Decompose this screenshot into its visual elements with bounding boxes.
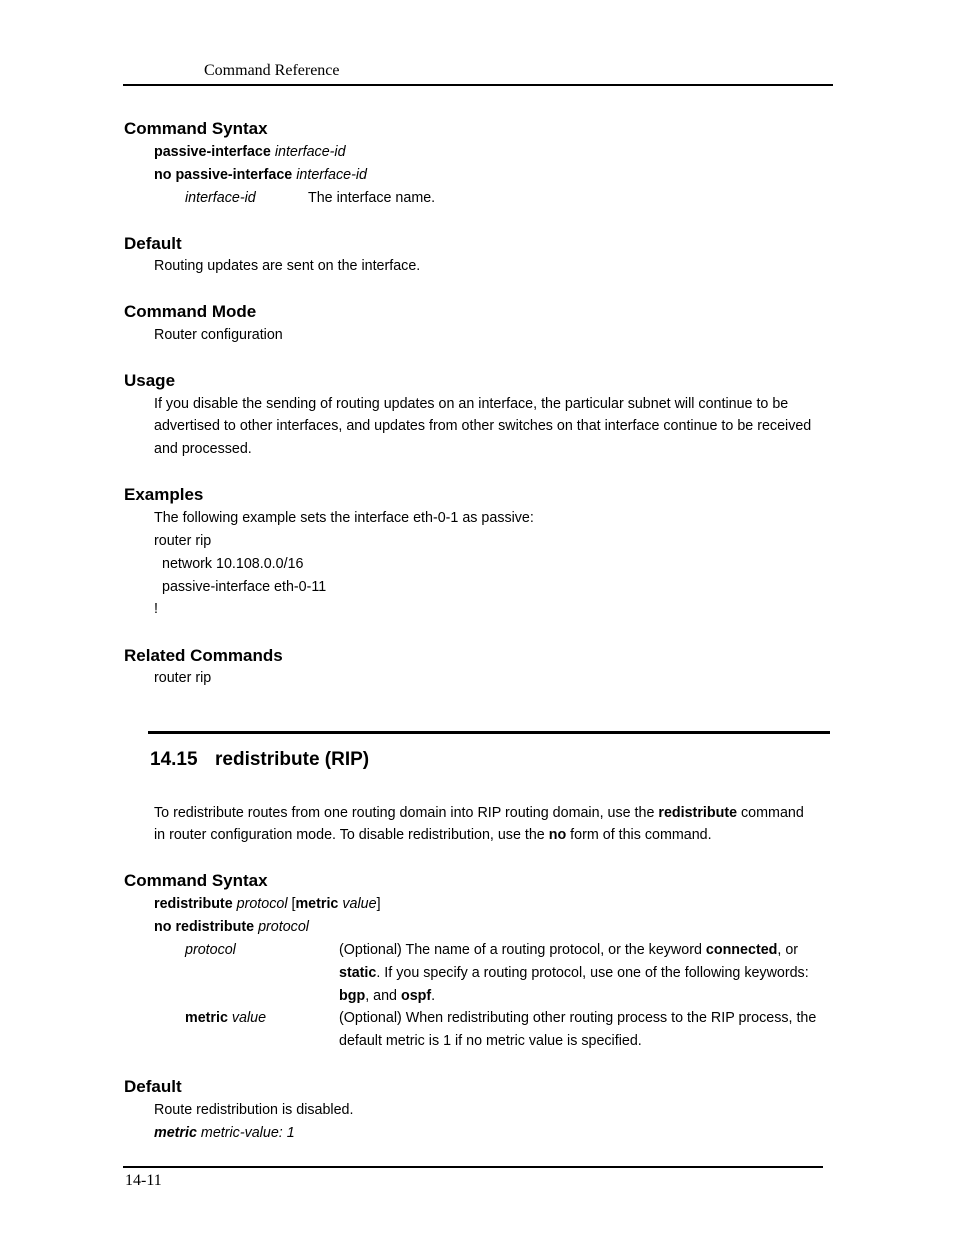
param-desc-line: static. If you specify a routing protocol, use one of the following keywords: (339, 965, 809, 981)
syntax-heading: Command Syntax (124, 119, 268, 138)
syntax-heading: Command Syntax (124, 871, 268, 890)
examples-intro: The following example sets the interface eth-0-1 as passive: (154, 510, 534, 526)
code-line: passive-interface eth-0-11 (162, 579, 327, 595)
header-rule (123, 84, 833, 86)
usage-line: If you disable the sending of routing updates on an interface, the particular subnet will continue to be (154, 396, 789, 412)
param-desc-line: (Optional) The name of a routing protocol, or the keyword connected, or (339, 942, 799, 958)
param-desc-line: default metric is 1 if no metric value is specified. (339, 1033, 642, 1049)
syntax-line-1 (154, 144, 346, 160)
default-heading: Default (124, 1077, 182, 1096)
param-desc-line: bgp, and ospf. (339, 988, 436, 1004)
param-description: The interface name. (308, 190, 436, 206)
syntax-line-2: no redistribute protocol (154, 919, 309, 935)
code-line: network 10.108.0.0/16 (162, 556, 304, 572)
usage-heading: Usage (124, 371, 176, 390)
section-rule (148, 731, 830, 734)
mode-text: Router configuration (154, 327, 283, 343)
mode-heading: Command Mode (124, 302, 257, 321)
related-heading: Related Commands (124, 646, 283, 665)
syntax-line-1: redistribute protocol [metric value] (154, 896, 381, 912)
intro-line-1: To redistribute routes from one routing domain into RIP routing domain, use the redistribute command (154, 805, 804, 821)
syntax-command: passive-interface (154, 144, 271, 160)
section-number: 14.15 (150, 749, 198, 770)
param-name: protocol (185, 942, 236, 958)
default-heading: Default (124, 234, 182, 253)
examples-heading: Examples (124, 485, 204, 504)
default-text: Routing updates are sent on the interface. (154, 258, 421, 274)
page-number: 14-11 (125, 1172, 162, 1189)
param-name: metric value (185, 1010, 267, 1026)
default-metric: metric metric-value: 1 (154, 1125, 295, 1141)
param-desc-line: (Optional) When redistributing other routing process to the RIP process, the (339, 1010, 817, 1026)
syntax-line-2 (154, 167, 367, 183)
syntax-argument: interface-id (274, 144, 346, 160)
syntax-command: no passive-interface (154, 167, 293, 183)
code-line: ! (154, 601, 158, 617)
footer-rule (123, 1166, 823, 1168)
syntax-argument: interface-id (296, 167, 367, 183)
param-name: interface-id (185, 190, 256, 206)
section-title: redistribute (RIP) (215, 749, 370, 770)
code-line: router rip (154, 533, 212, 549)
intro-line-2: in router configuration mode. To disable redistribution, use the no form of this command. (154, 827, 712, 843)
default-text: Route redistribution is disabled. (154, 1102, 354, 1118)
running-header: Command Reference (204, 62, 340, 79)
usage-line: and processed. (154, 441, 252, 457)
related-text: router rip (154, 670, 212, 686)
usage-line: advertised to other interfaces, and updates from other switches on that interface continue to be received (154, 418, 812, 434)
